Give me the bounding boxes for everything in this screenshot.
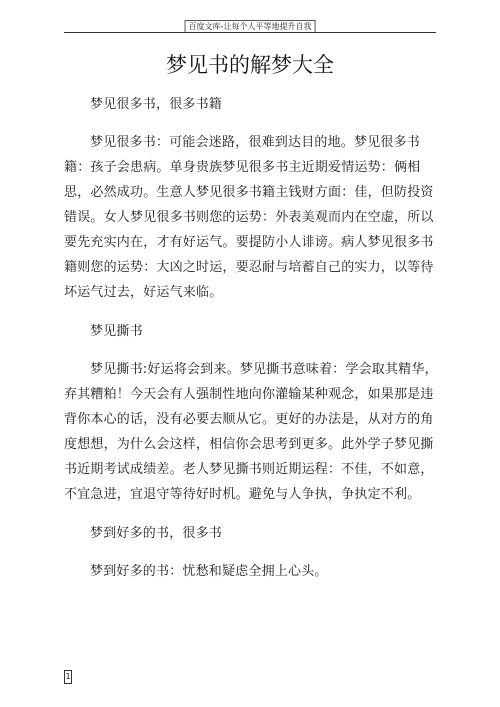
page-number: 1 (64, 670, 72, 684)
section-paragraph: 梦见很多书：可能会迷路，很难到达目的地。梦见很多书籍：孩子会患病。单身贵族梦见很多书主近期爱情运势：俩相思，必然成功。生意人梦见很多书籍主钱财方面：佳，但防投资错误。女人梦见很多书则您的运势：外表美观而内在空虚，所以要先充实内在，才有好运气。要提防小人诽谤。病人梦见很多书籍则您的运势：大凶之时运，要忍耐与培蓄自己的实力，以等待坏运气过去，好运气来临。 (64, 135, 434, 300)
section-paragraph: 梦见撕书:好运将会到来。梦见撕书意味着：学会取其精华，弃其糟粕！今天会有人强制性地向你灌输某种观念，如果那是违背你本心的话，没有必要去顺从它。更好的办法是，从对方的角度想想，为什么会这样，相信你会思考到更多。此外学子梦见撕书近期考试成绩差。老人梦见撕书则近期运程：不佳，不如意，不宜急进，宜退守等待好时机。避免与人争执，争执定不利。 (64, 362, 438, 502)
section-paragraph: 梦到好多的书：忧愁和疑虑全拥上心头。 (90, 564, 328, 579)
section-heading: 梦见很多书，很多书籍 (90, 97, 223, 112)
section-heading: 梦到好多的书，很多书 (90, 526, 223, 541)
page-title: 梦见书的解梦大全 (166, 53, 334, 77)
document-body (64, 90, 438, 584)
section-heading: 梦见撕书 (90, 324, 143, 339)
source-label: 百度文库-让每个人平等地提升自我 (185, 20, 316, 32)
header-bar (64, 22, 436, 33)
